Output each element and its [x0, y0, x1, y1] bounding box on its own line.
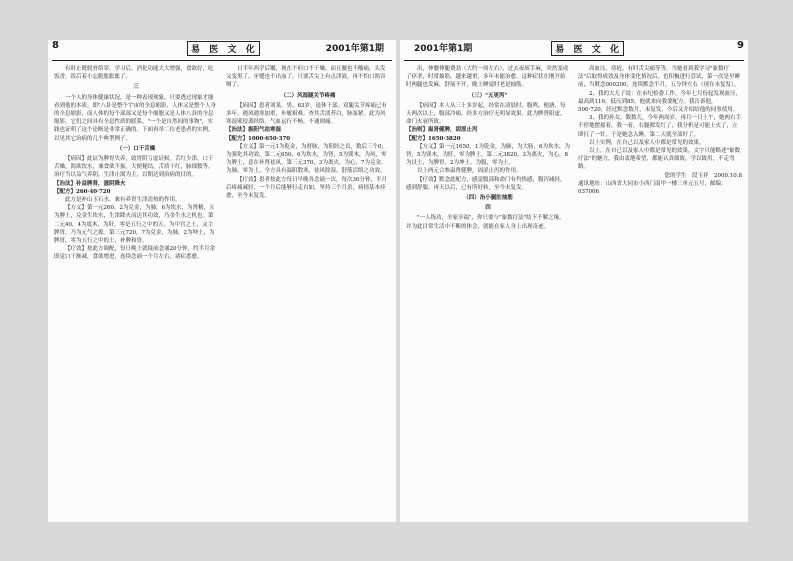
mailing-address: 通讯地址：山西省大同市小西门南甲一楼三单元五号，邮编：037006	[578, 180, 727, 196]
paragraph: 【方义】第一元1为乾金，为督脉，为阳经之首，数后三个0，为强化其功效。第二元650，6为坎水，为肾，5为巽木，为风，零为脾土，意在补肾祛风。第三元370，3为离火，为心，7为兑金，为肺，零为土。全方具有温阳散寒，祛风除湿，舒筋活络之功效。	[226, 143, 388, 175]
left-page-header	[52, 40, 392, 61]
paragraph: 此方是补山玉石水，兼有养胃生津清热的作用。	[65, 197, 181, 204]
left-page	[48, 40, 396, 522]
paragraph: 【方义】第一元260，2为兑金，为肺，6为坎水，为肾精，五为脾土，兑金生坎水，生津降火而达其功效，乃金生水之机也。第二元40，4为震木，为肝，零是五行之中的五，为中宫之土，又主脾胃，乃为元气之源。第三元720，7为兑金，为肺，2为坤土，为脾胃，零为五行之中的土，补脾和胃。	[54, 205, 215, 245]
section-heading: （四）治小腿肚抽筋	[463, 195, 513, 202]
paragraph: 高血压、痔疮、有时舌尖痛等等，当她看到我学习"象数疗法"后取得成效及身体变化情况后，也积极进行尝试，第一次是早睡前，当默念000200，连续默念半月，五分钟左右（现在未复发）。	[578, 66, 741, 89]
paragraph: 【病因】此证为脾胃失养，致胃阴亏虚证候。舌红少津，口干舌燥，渴欲饮水，兼食欲不振。大便秘结，舌质干红，脉细数等。治疗当以益气养阴，生津止渴为主，以期达到治病的目的。	[54, 156, 214, 179]
section-heading: （一）口干舌燥	[116, 145, 156, 152]
paragraph: 【疗效】默念此配方，感觉腹部和命门有灼热感，腹泻减轻，感到舒服。再天以后，已有所好转，至今未复发。	[406, 176, 566, 191]
signature-line: 您的学生 段玉祥 2000.10.8	[664, 172, 742, 179]
section-heading: （二）风湿腿关节疼痛	[280, 92, 336, 99]
paragraph: 【疗效】患者按此方每日早晚各念诵一次，每次30分钟，半月后疼痛减轻，一个月后能够行走自如，坚持三个月余，病情基本痊愈，至今未复发。	[226, 176, 388, 200]
right-page-header	[404, 40, 744, 61]
paragraph: 【治法】振阳气祛寒湿	[226, 127, 282, 134]
paragraph: 【治则】温肾健脾，固涩止泻	[406, 127, 478, 134]
paragraph: 【治法】补益脾肾，滋阴降火	[54, 180, 126, 187]
paragraph: 有时止既脱骨络穿，学习后，消化功能大大增强，食欲好，吃饭香，饭后着小忘胞胀胀胀了。	[54, 66, 214, 81]
page-number: 8	[52, 40, 59, 51]
paragraph: 2、我的大儿子说：在市纪检委工作，今年七月份起发现血压，最高到110，低压到85。他就来向我要配方。我告诉他，500·720，经过默念数月，未复发，今后又介绍给他的同事使用。	[578, 90, 742, 114]
left-column-1	[54, 65, 218, 262]
right-column-2	[578, 65, 742, 231]
journal-name: 易 医 文 化	[187, 41, 260, 56]
paragraph: "一人练功，全家享福"，你只要与"象数疗法"结下不解之缘，并为此目常生活中不断的体会，就能在家人身上出现奇迹。	[406, 215, 565, 230]
journal-name: 易 医 文 化	[551, 41, 624, 56]
paragraph: 【配方】1650·3820	[406, 135, 461, 142]
paragraph: 【方义】第一元1650，1为乾金，为肺，为大肠，6为坎水，为肾，5为巽木，为肝，零为脾土。第二元3820，3为离火，为心，8为艮土，为脾胃，2为坤土，为腹，零为土。	[406, 143, 570, 167]
paragraph: 【配方】260·40·720	[54, 188, 111, 195]
section-heading: （三）"五更泻"	[468, 92, 508, 99]
issue-label: 2001年第1期	[414, 44, 473, 54]
right-column-1	[406, 65, 570, 231]
paragraph: 以上，在自己以及家人中都是常见的效果，文字只能略述"象数疗法"的魅力，我由衷地希望，都能认真细致，学以致用，不走弯路。	[578, 148, 741, 171]
section-numeral: 四	[485, 205, 491, 212]
section-numeral: 三	[133, 84, 139, 91]
left-column-2	[226, 65, 390, 262]
paragraph: 【配方】1000·650·370	[226, 135, 291, 142]
page-number: 9	[737, 40, 744, 51]
paragraph: 日半年西学后嘱，现在不但口不干燥，而且腰也不酸痛，头发又变黑了，牙缝也不出血了，只要舌尖上有点津液，再不怕口渴吞咽了。	[226, 66, 386, 89]
paragraph: 一个人的身体健康状况，是一种表现现象，只要透过现象才能看到他的本质。即"八卦是整个宇宙的全息缩影，人体又是整个人身的全息缩影，而人体的每个部部又是每个细胞又是人体八卦的全息缩影，它们之间具有全息性质的联系。"一个是自然间的事物"，实践也证明了这个论断是非常正确的。下面再举二位老患者的实例，以见其它治病的几个典型例子。	[54, 94, 217, 142]
paragraph: 以上实例，在自己以及家人中都是常见的效果。	[589, 139, 705, 146]
paragraph: 【病因】本人从三十多岁起，经常在凌晨时，腹鸣，便溏，每天两次以上，腹部冷痛，经多方治疗无明显效果。此为脾肾阳虚，命门火衰所致。	[406, 102, 566, 126]
paragraph: 以上两元合参温肾健脾，固涩止泻的作用。	[417, 168, 522, 175]
right-page	[400, 40, 748, 522]
paragraph: 出，伸腰伸腿费劲（大约一周左右），过去夜间手麻，突然变成了痉挛，时常抽筋，越来越重，多年未能治愈。这种症状在刚开始时两腿也发麻，舒展不开，晚上睡觉时老是抽筋。	[406, 66, 569, 89]
paragraph: 3、我的孙女，数数儿，今年两周岁，再月一日上午，她两右手不停地摆摇着，我一看，右腿都发红了，我分析是可能上火了，立即打了一针，于是她念入睡，第二天就全部好了。	[578, 115, 742, 138]
paragraph: 【病因】患者刘某，男，63岁，退休干部。双腿关节疼痛已有多年，遇风遇寒加重，步履艰难。查其舌淡苔白，脉弦紧。此为风寒湿邪侵袭经络，气血运行不畅，不通则痛。	[226, 102, 388, 126]
paragraph: 【疗效】按此方调配，每日晚上就寝前念诵20分钟，约半月余即觉口干渐减，食欲增进，连续念诵一个月左右，诸症悉愈。	[54, 246, 216, 261]
issue-label: 2001年第1期	[325, 44, 384, 54]
